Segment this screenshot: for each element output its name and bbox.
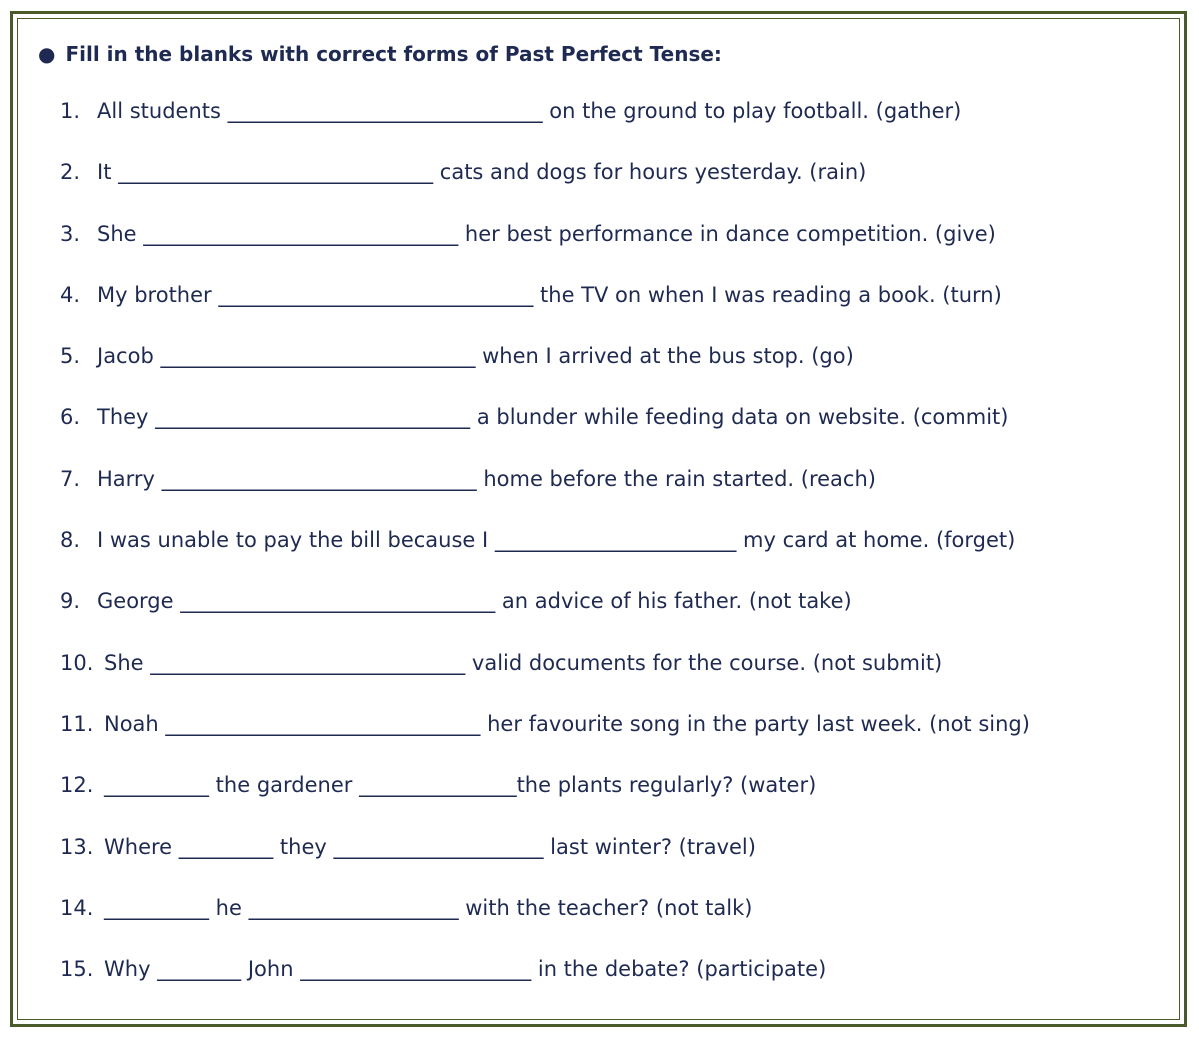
- item-sentence: __________ he ____________________ with the teacher? (not talk): [104, 895, 753, 920]
- exercise-item: [60, 651, 1180, 712]
- item-number: 1.: [60, 99, 81, 123]
- item-sentence: Why ________ John ______________________ in the debate? (participate): [104, 957, 827, 982]
- exercise-item: [60, 283, 1180, 344]
- exercise-item: [60, 589, 1180, 650]
- exercise-item: [60, 405, 1180, 466]
- item-sentence: Harry ______________________________ home before the rain started. (reach): [97, 466, 876, 491]
- item-number: 12.: [60, 773, 94, 798]
- item-number: 15.: [60, 957, 94, 982]
- item-number: 9.: [60, 589, 81, 614]
- item-sentence: Jacob ______________________________ when I arrived at the bus stop. (go): [97, 344, 854, 369]
- item-number: 7.: [60, 466, 81, 491]
- exercise-item: [60, 99, 1180, 160]
- item-number: 11.: [60, 711, 94, 736]
- item-number: 6.: [60, 405, 81, 430]
- item-number: 5.: [60, 344, 81, 369]
- item-sentence: I was unable to pay the bill because I _______________________ my card at home. (forget): [97, 528, 1016, 553]
- exercise-item: [60, 160, 1180, 221]
- bullet-icon: ●: [38, 42, 56, 66]
- exercise-item: [60, 528, 1180, 589]
- exercise-item: [60, 712, 1180, 773]
- item-sentence: Where _________ they ____________________ last winter? (travel): [104, 834, 756, 859]
- item-number: 4.: [60, 282, 81, 307]
- exercise-item: [60, 896, 1180, 957]
- item-sentence: Noah ______________________________ her favourite song in the party last week. (not sing): [104, 711, 1030, 736]
- item-sentence: All students ______________________________ on the ground to play football. (gather): [97, 99, 962, 123]
- item-number: 14.: [60, 895, 94, 920]
- item-number: 3.: [60, 221, 81, 246]
- item-sentence: She ______________________________ valid documents for the course. (not submit): [104, 650, 943, 675]
- item-sentence: My brother ______________________________ the TV on when I was reading a book. (turn): [97, 282, 1002, 307]
- exercise-list: [60, 99, 1180, 1018]
- instruction-heading: [38, 42, 722, 66]
- exercise-item: [60, 957, 1180, 1018]
- instruction-text: Fill in the blanks with correct forms of Past Perfect Tense:: [65, 42, 722, 66]
- item-number: 13.: [60, 834, 94, 859]
- item-number: 8.: [60, 528, 81, 553]
- item-sentence: It ______________________________ cats and dogs for hours yesterday. (rain): [97, 160, 867, 185]
- exercise-item: [60, 344, 1180, 405]
- item-number: 2.: [60, 160, 81, 185]
- item-sentence: George ______________________________ an advice of his father. (not take): [97, 589, 852, 614]
- item-sentence: They ______________________________ a blunder while feeding data on website. (commit): [97, 405, 1009, 430]
- item-sentence: __________ the gardener _______________the plants regularly? (water): [104, 773, 817, 798]
- exercise-item: [60, 773, 1180, 834]
- exercise-item: [60, 835, 1180, 896]
- item-number: 10.: [60, 650, 94, 675]
- exercise-item: [60, 467, 1180, 528]
- item-sentence: She ______________________________ her best performance in dance competition. (give): [97, 221, 996, 246]
- exercise-item: [60, 222, 1180, 283]
